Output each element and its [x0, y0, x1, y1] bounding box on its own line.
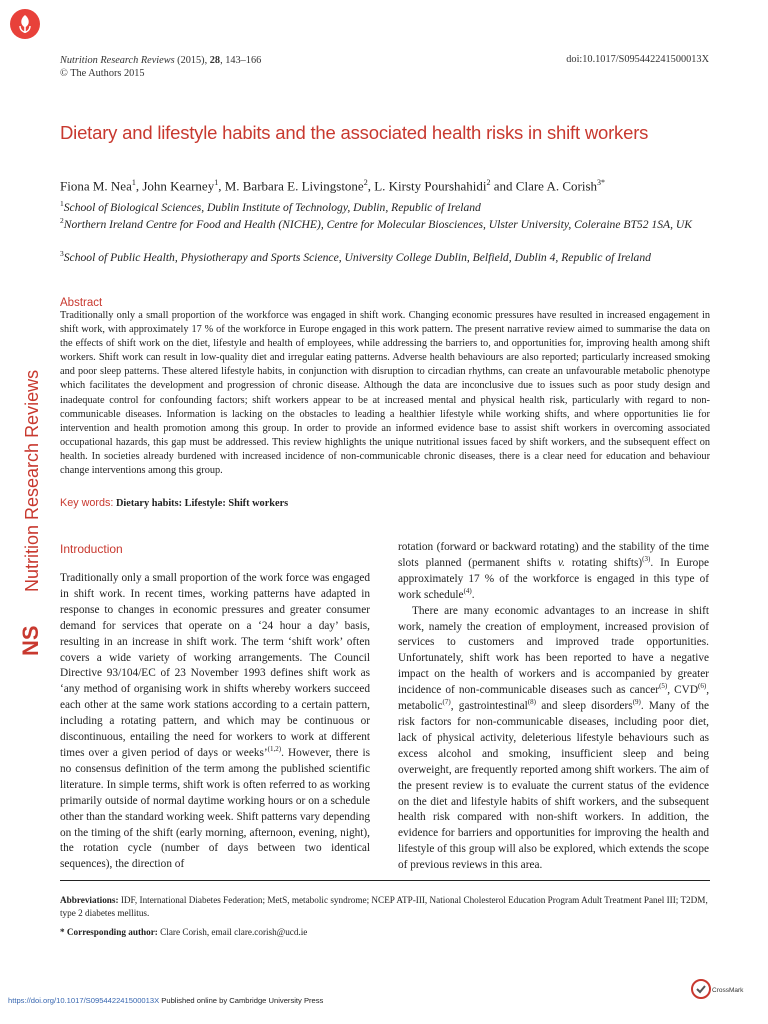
journal-citation — [60, 54, 261, 67]
author-name: and Clare A. Corish — [490, 178, 598, 194]
author-affiliation-mark: 2 — [363, 178, 368, 187]
body-text-italic: v. — [557, 556, 565, 569]
sidebar-journal-name: Nutrition Research Reviews — [22, 369, 42, 592]
copyright-line: © The Authors 2015 — [60, 68, 145, 79]
author-affiliation-mark: 1 — [214, 178, 219, 187]
abbreviations-footnote — [60, 894, 710, 919]
body-text: rotation (forward or backward rotating) and the stability of the time slots planned (permanent shifts — [398, 541, 709, 569]
footer-published-text: Published online by Cambridge University Press — [159, 996, 324, 1005]
affiliation-3 — [60, 246, 710, 266]
body-text: , CVD — [667, 684, 699, 697]
body-text: , gastrointestinal — [450, 700, 528, 713]
author-list — [60, 178, 605, 194]
affiliation-2 — [60, 213, 710, 233]
affiliation-text: School of Biological Sciences, Dublin Institute of Technology, Dublin, Republic of Ireland — [63, 200, 481, 214]
affiliation-number: 2 — [60, 216, 64, 225]
citation-mark: (4) — [463, 586, 472, 595]
affiliation-text: School of Public Health, Physiotherapy and Sports Science, University College Dublin, Belfield, Dublin 4, Republic of Ireland — [63, 250, 651, 264]
abbreviations-text: IDF, International Diabetes Federation; MetS, metabolic syndrome; NCEP ATP-III, National Cholesterol Education Program Adult Treatment Panel III; T2DM, type 2 diabetes mellitus. — [60, 895, 708, 918]
page-footer — [8, 996, 323, 1005]
corresponding-author-mark: * — [601, 178, 606, 187]
citation-mark: (1,2) — [267, 745, 282, 754]
author-affiliation-mark: 2 — [486, 178, 491, 187]
sidebar-logo-letters: NS — [18, 625, 43, 656]
author-name: Fiona M. Nea — [60, 178, 132, 194]
citation-mark: (3) — [642, 555, 651, 564]
section-heading-introduction: Introduction — [60, 542, 123, 556]
author-affiliation-mark: 3 — [597, 178, 602, 187]
abstract-text: Traditionally only a small proportion of the workforce was engaged in shift work. Changing economic pressures have resulted in increased engagement in shift work, with approximately 17 % of the workforce in Europe engaged in this work pattern. The present narrative review aimed to summarise the data on the effects of shift work on the diet, lifestyle and health of employees, while addressing the barriers to, and opportunities for, improving health among shift workers. Shift work can result in low-quality diet and irregular eating patterns. Adverse health behaviours are also reported; particularly increased smoking and poor sleep patterns. These altered lifestyle habits, in conjunction with disruption to circadian rhythms, can create an unfavourable metabolic phenotype which facilitates the development and progression of chronic disease. Although the data are inconclusive due to issues such as poor study design and inadequate control for confounding factors; shift workers appear to be at increased mental and physical health risk, particularly with regard to non-communicable diseases. Information is lacking on the obstacles to leading a healthier lifestyle while working shifts, and where opportunities lie for intervention and health promotion among this group. In order to provide an informed evidence base to assist shift workers in overcoming associated occupational hazards, this gap must be addressed. This review highlights the unique nutritional issues faced by shift workers, and the subsequent effect on health. In societies already burdened with increased incidence of non-communicable chronic diseases, there is a clear need for education and behaviour change interventions among this group. — [60, 310, 710, 477]
body-column-right — [398, 540, 709, 874]
crossmark-icon — [690, 978, 750, 1000]
body-column-left — [60, 571, 370, 873]
body-text: . In Europe approximately 17 % of the workforce is engaged in this type of work schedule — [398, 556, 709, 601]
body-paragraph — [398, 540, 709, 604]
abbreviations-label: Abbreviations: — [60, 895, 119, 905]
citation-mark: (9) — [632, 698, 641, 707]
citation-mark: (6) — [698, 682, 707, 691]
publisher-logo — [10, 9, 40, 39]
citation-mark: (8) — [527, 698, 536, 707]
citation-pages: , 143–166 — [220, 55, 262, 66]
author-name: , John Kearney — [135, 178, 215, 194]
article-title: Dietary and lifestyle habits and the associated health risks in shift workers — [60, 122, 649, 143]
body-text: rotating shifts) — [564, 556, 643, 569]
body-text: There are many economic advantages to an increase in shift work, namely the creation of employment, increased provision of services to customers and improved trade opportunities. Unfortunately, shift work has been reported to have a negative impact on the health of workers and is accompanied by greater incidence of non-communicable diseases such as cancer — [398, 604, 709, 697]
body-paragraph — [398, 604, 709, 874]
affiliation-text: Northern Ireland Centre for Food and Health (NICHE), Centre for Molecular Biosciences, Ulster University, Coleraine BT52 1SA, UK — [63, 217, 692, 231]
doi-link[interactable]: doi:10.1017/S095442241500013X — [566, 54, 709, 65]
body-text: . However, there is no consensus definition of the term among the published scientific literature. In simple terms, shift work is often referred to as working primarily outside of normal daytime working hours or on a schedule other than the standard working week. Shift patterns vary depending on the timing of the shift (early morning, afternoon, evening, night), the rotation cycle (number of days between two identical sequences), the direction of — [60, 746, 370, 871]
crossmark-badge[interactable] — [690, 978, 750, 1000]
author-name: , M. Barbara E. Livingstone — [218, 178, 364, 194]
body-text: . — [471, 588, 475, 601]
leaf-icon — [10, 9, 40, 39]
author-name: , L. Kirsty Pourshahidi — [367, 178, 487, 194]
corresponding-author-label: * Corresponding author: — [60, 927, 158, 937]
abstract-heading: Abstract — [60, 297, 103, 309]
body-paragraph — [60, 571, 370, 873]
author-affiliation-mark: 1 — [131, 178, 136, 187]
corresponding-author-text: Clare Corish, email clare.corish@ucd.ie — [157, 927, 308, 937]
keywords — [60, 497, 288, 509]
footer-doi-link[interactable]: https://doi.org/10.1017/S095442241500013X — [8, 996, 160, 1005]
citation-mark: (5) — [659, 682, 668, 691]
body-text: , metabolic — [398, 684, 710, 713]
citation-volume: 28 — [209, 55, 221, 66]
body-text: Traditionally only a small proportion of the work force was engaged in shift work. In recent times, working patterns have adapted in response to changes in economic pressures and greater consumer demand for services that operate on a ‘24 hour a day’ basis, resulting in an increase in shift work. The term ‘shift work’ often covers a wide variety of working arrangements. The Council Directive 93/104/EC of 23 November 1993 defines shift work as ‘any method of organising work in shifts whereby workers succeed each other at the same work stations according to a certain pattern, including a rotating pattern, and which may be continuous or discontinuous, entailing the need for workers to work at different times over a given period of days or weeks’ — [60, 572, 370, 759]
journal-sidebar — [14, 360, 48, 660]
keywords-values: Dietary habits: Lifestyle: Shift workers — [115, 498, 289, 509]
corresponding-author-footnote — [60, 927, 307, 937]
affiliation-number: 1 — [60, 199, 64, 208]
crossmark-label: CrossMark — [712, 987, 744, 994]
journal-name: Nutrition Research Reviews — [60, 55, 175, 66]
citation-mark: (7) — [442, 698, 451, 707]
footnote-divider — [60, 880, 710, 881]
keywords-label: Key words: — [60, 497, 114, 509]
citation-year: (2015), — [174, 55, 210, 66]
affiliation-number: 3 — [60, 249, 64, 258]
body-text: and sleep disorders — [536, 700, 633, 713]
body-text: . Many of the risk factors for non-communicable diseases, including poor diet, lack of physical activity, deleterious lifestyle behaviours such as excess alcohol and smoking, insufficient sleep and being overweight, are frequently reported among shift workers. The aim of the present review is to evaluate the current status of the evidence on the diet and lifestyle habits of shift workers, and the subsequent health risk compared with non-shift workers. In addition, the evidence for barriers and opportunities for improving the health and lifestyle of this group will also be explored, which extends the scope of previous reviews in this area. — [398, 700, 709, 872]
ns-logo-icon — [18, 625, 43, 656]
